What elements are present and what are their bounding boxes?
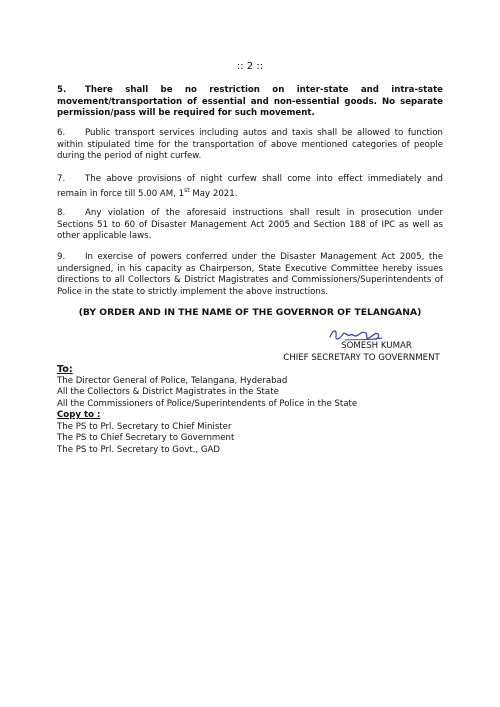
paragraph-6	[57, 128, 443, 163]
paragraph-9	[57, 252, 443, 298]
paragraph-text: Public transport services including autos and taxis shall be allowed to function within stipulated time for the transportation of above mentioned categories of people during the period of night curfew.	[57, 128, 443, 161]
to-recipient: All the Collectors & District Magistrates in the State	[57, 387, 279, 397]
paragraph-7	[57, 174, 443, 201]
to-recipient: The Director General of Police, Telangana, Hyderabad	[57, 375, 288, 386]
signatory-block	[280, 341, 443, 364]
paragraph-number: 7.	[57, 174, 66, 184]
paragraph-number: 8.	[57, 208, 66, 218]
paragraph-text: In exercise of powers conferred under the Disaster Management Act 2005, the undersigned, in his capacity as Chairperson, State Executive Committee hereby issues directions to all Collectors & District Magistrates and Commissioners/Superintendents of Police in the state to strictly implement the above instructions.	[57, 252, 443, 297]
to-heading: To:	[57, 364, 73, 375]
paragraph-text: There shall be no restriction on inter-state and intra-state movement/transportation of essential and non-essential goods. No separate permission/pass will be required for such movement.	[57, 85, 443, 118]
order-line: (BY ORDER AND IN THE NAME OF THE GOVERNOR OF TELANGANA)	[78, 307, 422, 318]
paragraph-text: Any violation of the aforesaid instructions shall result in prosecution under Sections 51 to 60 of Disaster Management Act 2005 and Section 188 of IPC as well as other applicable laws.	[57, 208, 443, 241]
paragraph-number: 9.	[57, 252, 66, 262]
copy-to-heading: Copy to :	[57, 410, 101, 420]
paragraph-number: 6.	[57, 128, 66, 138]
copy-to-recipient: The PS to Prl. Secretary to Govt., GAD	[57, 444, 221, 455]
signatory-designation: CHIEF SECRETARY TO GOVERNMENT	[283, 352, 440, 363]
paragraph-text: The above provisions of night curfew shall come into effect immediately and remain in force till 5.00 AM, 1st May 2021.	[57, 174, 443, 200]
paragraph-5	[57, 85, 443, 120]
copy-to-recipient: The PS to Prl. Secretary to Chief Minister	[57, 421, 232, 432]
signatory-name: SOMESH KUMAR	[341, 341, 412, 351]
distribution-list	[57, 364, 443, 456]
paragraph-number: 5.	[57, 85, 67, 95]
to-recipient: All the Commissioners of Police/Superintendents of Police in the State	[57, 398, 358, 409]
paragraph-8	[57, 208, 443, 243]
page-number: :: 2 ::	[236, 61, 264, 72]
copy-to-recipient: The PS to Chief Secretary to Government	[57, 433, 235, 443]
